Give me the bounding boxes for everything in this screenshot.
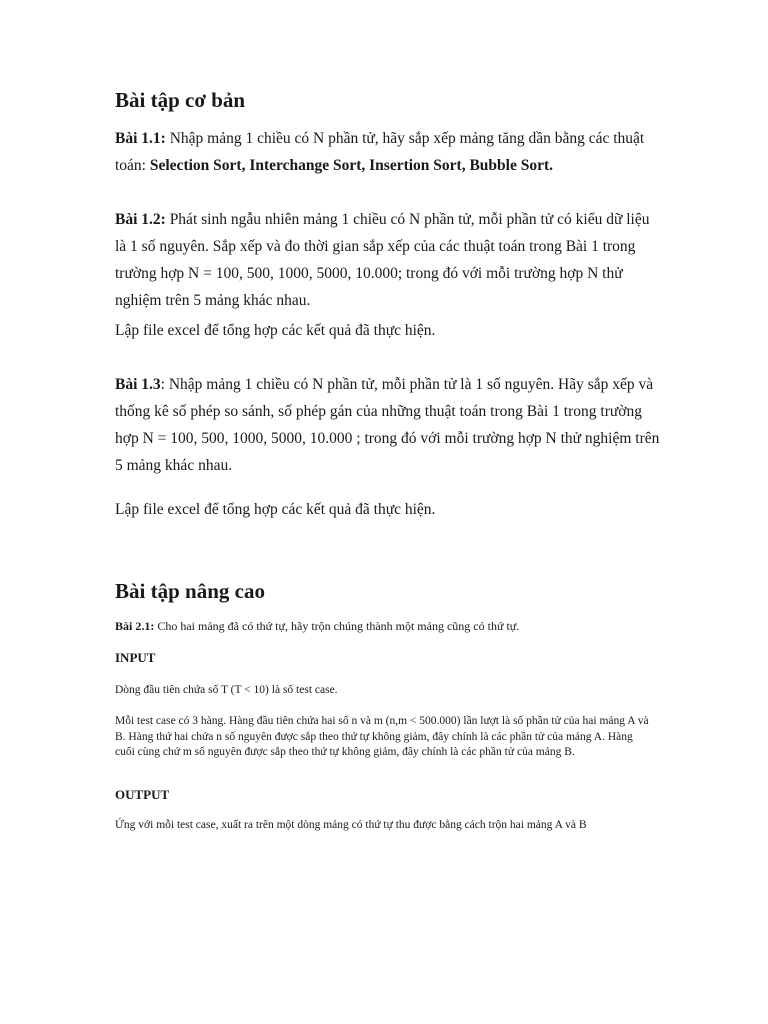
exercise-1-1-label: Bài 1.1: xyxy=(115,130,166,147)
exercise-1-1-algorithms: Selection Sort, Interchange Sort, Insertion Sort, Bubble Sort. xyxy=(149,157,554,174)
exercise-1-1-text: Nhập mảng 1 chiều có N phần tử, hãy sắp xếp mảng tăng dần bằng các thuật toán: xyxy=(115,130,645,174)
exercise-1-1 xyxy=(115,125,660,179)
section-title-advanced: Bài tập nâng cao xyxy=(115,579,265,603)
exercise-1-3 xyxy=(115,371,660,479)
exercise-2-1 xyxy=(115,619,650,635)
input-line-2: Mỗi test case có 3 hàng. Hàng đầu tiên chứa hai số n và m (n,m < 500.000) lần lượt là số phần tử của hai mảng A và B. Hàng thứ hai chứa n số nguyên được sắp theo thứ tự không giảm, đây chính là các phần tử của mảng A. Hàng cuối cùng chứ m số nguyên được sắp theo thứ tự không giảm, đây chính là các phần tử của mảng B. xyxy=(115,715,649,758)
exercise-1-3-text: : Nhập mảng 1 chiều có N phần tử, mỗi phần tử là 1 số nguyên. Hãy sắp xếp và thống kê số phép so sánh, số phép gán của những thuật toán trong Bài 1 trong trường hợp N = 100, 500, 1000, 5000, 10.000 ; trong đó với mỗi trường hợp N thử nghiệm trên 5 mảng khác nhau. xyxy=(115,376,660,474)
exercise-1-3-label: Bài 1.3 xyxy=(115,376,161,393)
exercise-2-1-text: Cho hai mảng đã có thứ tự, hãy trộn chúng thành một mảng cũng có thứ tự. xyxy=(154,619,520,633)
exercise-1-2-text: Phát sinh ngẫu nhiên mảng 1 chiều có N phần tử, mỗi phần tử có kiểu dữ liệu là 1 số nguyên. Sắp xếp và đo thời gian sắp xếp của các thuật toán trong Bài 1 trong trường hợp N = 100, 500, 1000, 5000, 10.000; trong đó với mỗi trường hợp N thử nghiệm trên 5 mảng khác nhau. xyxy=(115,211,650,309)
input-line-1: Dòng đầu tiên chứa số T (T < 10) là số test case. xyxy=(115,684,338,696)
exercise-1-3-excel: Lập file excel để tổng hợp các kết quả đã thực hiện. xyxy=(115,501,436,518)
input-heading: INPUT xyxy=(115,650,156,665)
output-heading: OUTPUT xyxy=(115,787,170,802)
exercise-1-2-excel: Lập file excel để tổng hợp các kết quả đã thực hiện. xyxy=(115,322,436,339)
exercise-2-1-label: Bài 2.1: xyxy=(115,619,155,633)
exercise-1-2 xyxy=(115,206,660,314)
output-line-1: Ứng với mỗi test case, xuất ra trên một dòng mảng có thứ tự thu được bằng cách trộn hai mảng A và B xyxy=(115,819,587,831)
section-title-basic: Bài tập cơ bản xyxy=(115,88,246,112)
exercise-1-2-label: Bài 1.2: xyxy=(115,211,166,228)
